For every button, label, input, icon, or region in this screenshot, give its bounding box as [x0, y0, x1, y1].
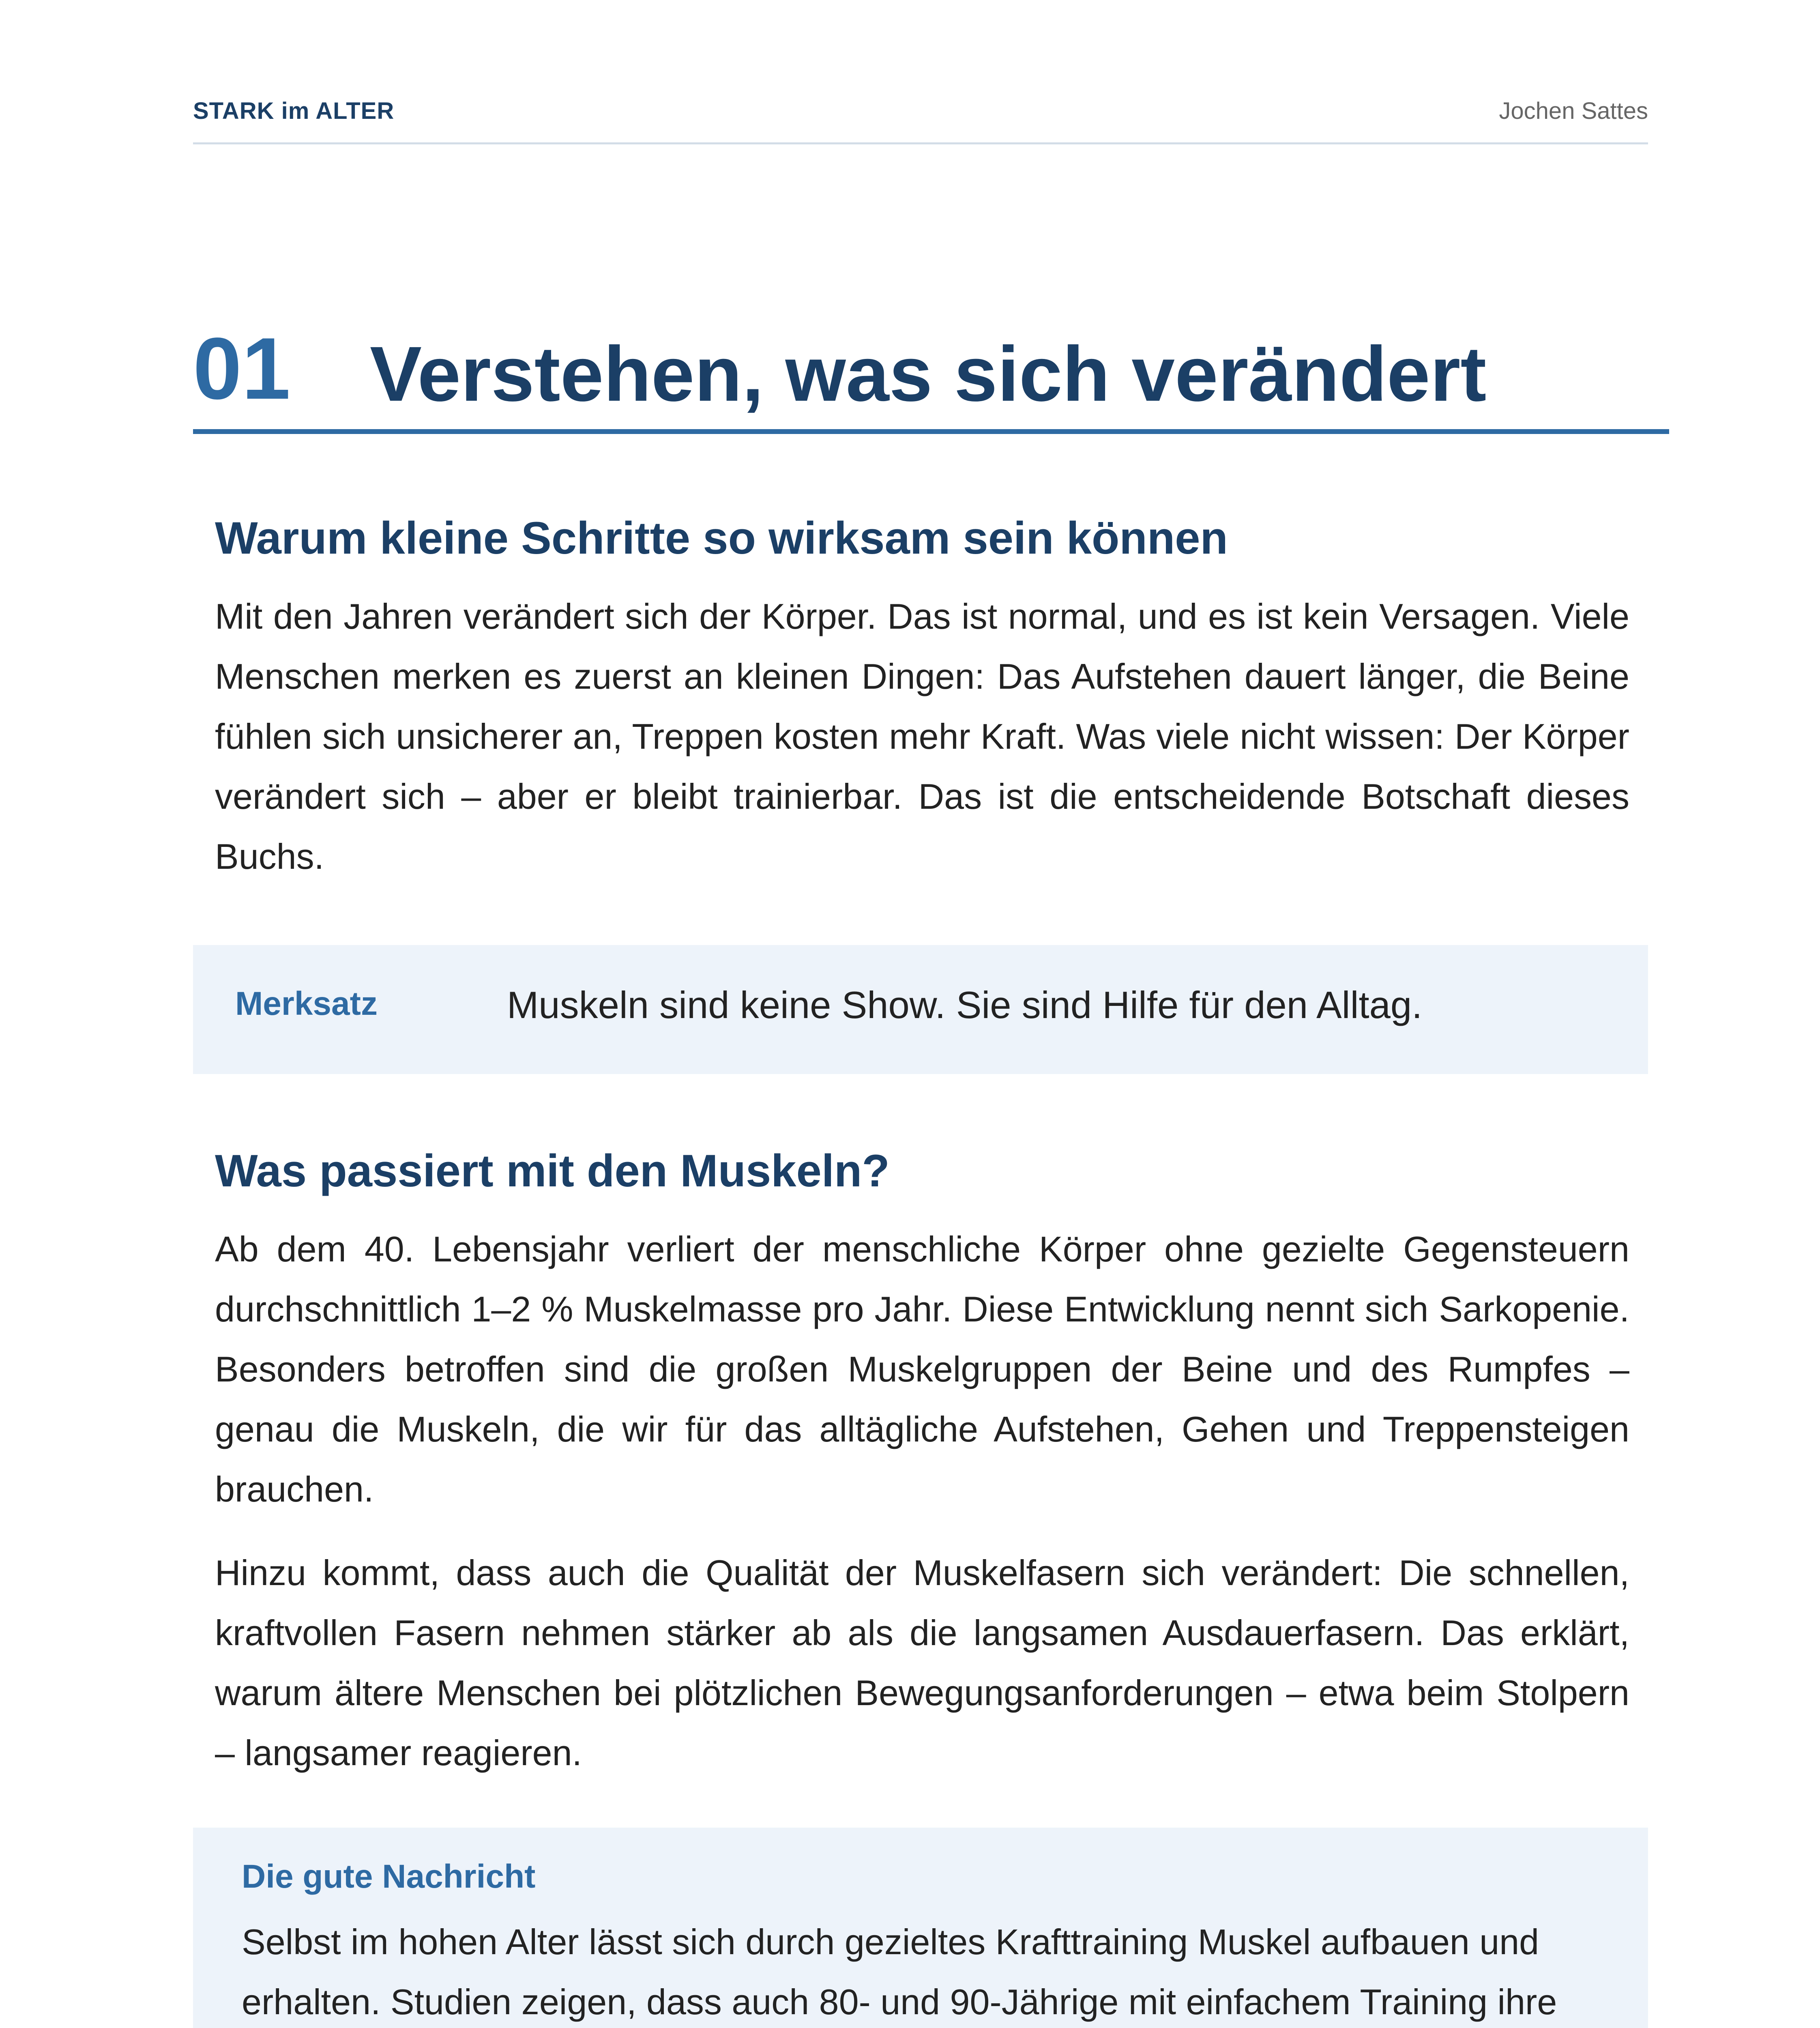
- good-news-text: Selbst im hohen Alter lässt sich durch gezieltes Krafttraining Muskel aufbauen und erhalten. Studien zeigen, dass auch 80- und 90-Jährige mit einfachem Training ihre: [242, 1922, 1557, 2022]
- body-paragraph: Ab dem 40. Lebensjahr verliert der menschliche Körper ohne gezielte Gegensteuern durchschnittlich 1–2 % Muskelmasse pro Jahr. Diese Entwicklung nennt sich Sarkopenie. Besonders betroffen sind die großen Muskelgruppen der Beine und des Rumpfes – genau die Muskeln, die wir für das alltägliche Aufstehen, Gehen und Treppensteigen brauchen.: [215, 1229, 1629, 1510]
- body-paragraph: Mit den Jahren verändert sich der Körper. Das ist normal, und es ist kein Versagen. Viele Menschen merken es zuerst an kleinen Dingen: Das Aufstehen dauert länger, die Beine fühlen sich unsicherer an, Treppen kosten mehr Kraft. Was viele nicht wissen: Der Körper verändert sich – aber er bleibt trainierbar. Das ist die entscheidende Botschaft dieses Buchs.: [215, 596, 1629, 877]
- merksatz-box: [193, 945, 1648, 1074]
- merksatz-label: Merksatz: [235, 985, 378, 1022]
- good-news-title: Die gute Nachricht: [242, 1858, 536, 1895]
- chapter-heading: [193, 319, 1669, 434]
- chapter-number: 01: [193, 319, 291, 417]
- section-small-steps: [215, 511, 1629, 887]
- good-news-box: [193, 1828, 1648, 2028]
- chapter-title: Verstehen, was sich verändert: [370, 330, 1487, 417]
- author-name: Jochen Sattes: [1499, 98, 1648, 124]
- section-title: Warum kleine Schritte so wirksam sein können: [215, 513, 1228, 563]
- body-paragraph: Hinzu kommt, dass auch die Qualität der Muskelfasern sich verändert: Die schnellen, kraftvollen Fasern nehmen stärker ab als die langsamen Ausdauerfasern. Das erklärt, warum ältere Menschen bei plötzlichen Bewegungsanforderungen – etwa beim Stolpern – langsamer reagieren.: [215, 1553, 1629, 1773]
- merksatz-text: Muskeln sind keine Show. Sie sind Hilfe für den Alltag.: [507, 984, 1423, 1026]
- running-header: [193, 96, 1648, 144]
- section-muscles: [215, 1144, 1629, 1783]
- section-title: Was passiert mit den Muskeln?: [215, 1145, 890, 1196]
- book-title: STARK im ALTER: [193, 98, 395, 124]
